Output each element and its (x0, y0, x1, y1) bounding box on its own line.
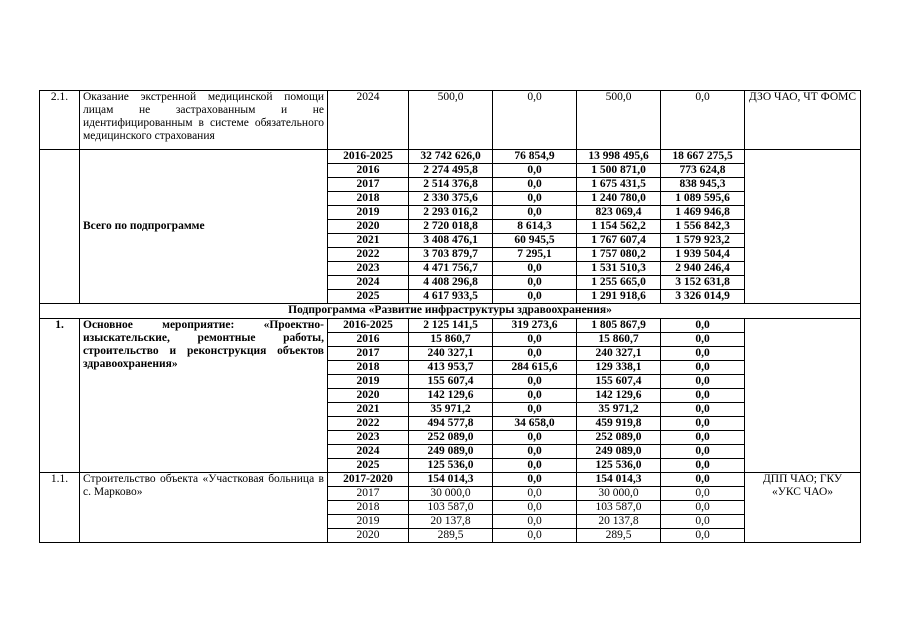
total-cell: 2 274 495,8 (409, 164, 493, 178)
okrug-cell: 1 500 871,0 (577, 164, 661, 178)
federal-cell: 0,0 (493, 178, 577, 192)
other-cell: 0,0 (661, 389, 745, 403)
okrug-cell: 1 255 665,0 (577, 276, 661, 290)
year-cell: 2019 (328, 375, 409, 389)
okrug-cell: 15 860,7 (577, 333, 661, 347)
federal-cell: 0,0 (493, 529, 577, 543)
total-cell: 4 408 296,8 (409, 276, 493, 290)
okrug-cell: 500,0 (577, 91, 661, 150)
activity-name: Строительство объекта «Участковая больница в с. Марково» (80, 473, 328, 543)
total-cell: 3 408 476,1 (409, 234, 493, 248)
okrug-cell: 1 767 607,4 (577, 234, 661, 248)
total-cell: 4 471 756,7 (409, 262, 493, 276)
other-cell: 0,0 (661, 333, 745, 347)
federal-cell: 7 295,1 (493, 248, 577, 262)
federal-cell: 0,0 (493, 445, 577, 459)
other-cell: 3 326 014,9 (661, 290, 745, 304)
okrug-cell: 125 536,0 (577, 459, 661, 473)
other-cell: 0,0 (661, 529, 745, 543)
federal-cell: 0,0 (493, 389, 577, 403)
total-cell: 15 860,7 (409, 333, 493, 347)
other-cell: 0,0 (661, 319, 745, 333)
total-cell: 155 607,4 (409, 375, 493, 389)
year-cell: 2020 (328, 389, 409, 403)
federal-cell: 0,0 (493, 290, 577, 304)
other-cell: 1 089 595,6 (661, 192, 745, 206)
total-cell: 252 089,0 (409, 431, 493, 445)
executor-cell (745, 319, 861, 473)
federal-cell: 76 854,9 (493, 150, 577, 164)
total-cell: 154 014,3 (409, 473, 493, 487)
row-number-empty (40, 150, 80, 304)
year-cell: 2023 (328, 431, 409, 445)
total-cell: 35 971,2 (409, 403, 493, 417)
federal-cell: 0,0 (493, 276, 577, 290)
activity-name: Основное мероприятие: «Проектно-изыскательские, ремонтные работы, строительство и реконструкция объектов здравоохранения» (80, 319, 328, 473)
okrug-cell: 459 919,8 (577, 417, 661, 431)
year-cell: 2019 (328, 515, 409, 529)
okrug-cell: 142 129,6 (577, 389, 661, 403)
federal-cell: 60 945,5 (493, 234, 577, 248)
other-cell: 18 667 275,5 (661, 150, 745, 164)
activity-name: Оказание экстренной медицинской помощи лицам не застрахованным и не идентифицированным в системе обязательного медицинского страхования (80, 91, 328, 150)
total-cell: 103 587,0 (409, 501, 493, 515)
year-cell: 2018 (328, 501, 409, 515)
federal-cell: 0,0 (493, 91, 577, 150)
okrug-cell: 1 675 431,5 (577, 178, 661, 192)
federal-cell: 0,0 (493, 515, 577, 529)
year-cell: 2025 (328, 290, 409, 304)
year-cell: 2017 (328, 347, 409, 361)
okrug-cell: 35 971,2 (577, 403, 661, 417)
year-cell: 2021 (328, 403, 409, 417)
federal-cell: 284 615,6 (493, 361, 577, 375)
year-cell: 2024 (328, 445, 409, 459)
total-cell: 2 125 141,5 (409, 319, 493, 333)
year-cell: 2022 (328, 248, 409, 262)
year-cell: 2023 (328, 262, 409, 276)
okrug-cell: 1 757 080,2 (577, 248, 661, 262)
okrug-cell: 154 014,3 (577, 473, 661, 487)
other-cell: 0,0 (661, 91, 745, 150)
year-cell: 2020 (328, 220, 409, 234)
okrug-cell: 1 154 562,2 (577, 220, 661, 234)
okrug-cell: 103 587,0 (577, 501, 661, 515)
federal-cell: 0,0 (493, 403, 577, 417)
okrug-cell: 13 998 495,6 (577, 150, 661, 164)
okrug-cell: 1 531 510,3 (577, 262, 661, 276)
other-cell: 1 579 923,2 (661, 234, 745, 248)
row-number: 1. (40, 319, 80, 473)
year-cell: 2016-2025 (328, 150, 409, 164)
other-cell: 838 945,3 (661, 178, 745, 192)
okrug-cell: 129 338,1 (577, 361, 661, 375)
total-cell: 240 327,1 (409, 347, 493, 361)
okrug-cell: 155 607,4 (577, 375, 661, 389)
federal-cell: 34 658,0 (493, 417, 577, 431)
year-cell: 2024 (328, 91, 409, 150)
table-row (40, 319, 861, 333)
year-cell: 2019 (328, 206, 409, 220)
other-cell: 0,0 (661, 347, 745, 361)
federal-cell: 0,0 (493, 333, 577, 347)
total-cell: 2 720 018,8 (409, 220, 493, 234)
other-cell: 0,0 (661, 445, 745, 459)
total-cell: 32 742 626,0 (409, 150, 493, 164)
other-cell: 0,0 (661, 515, 745, 529)
federal-cell: 0,0 (493, 347, 577, 361)
federal-cell: 319 273,6 (493, 319, 577, 333)
federal-cell: 0,0 (493, 375, 577, 389)
subprogram-total-label: Всего по подпрограмме (80, 150, 328, 304)
row-2-1 (40, 91, 861, 150)
other-cell: 773 624,8 (661, 164, 745, 178)
other-cell: 3 152 631,8 (661, 276, 745, 290)
year-cell: 2018 (328, 192, 409, 206)
okrug-cell: 1 291 918,6 (577, 290, 661, 304)
total-cell: 3 703 879,7 (409, 248, 493, 262)
okrug-cell: 289,5 (577, 529, 661, 543)
year-cell: 2017-2020 (328, 473, 409, 487)
year-cell: 2016 (328, 164, 409, 178)
total-cell: 289,5 (409, 529, 493, 543)
okrug-cell: 240 327,1 (577, 347, 661, 361)
executor-cell: ДПП ЧАО; ГКУ «УКС ЧАО» (745, 473, 861, 543)
federal-cell: 0,0 (493, 262, 577, 276)
total-cell: 20 137,8 (409, 515, 493, 529)
okrug-cell: 1 240 780,0 (577, 192, 661, 206)
total-cell: 2 293 016,2 (409, 206, 493, 220)
table-row (40, 150, 861, 164)
other-cell: 0,0 (661, 487, 745, 501)
year-cell: 2017 (328, 487, 409, 501)
okrug-cell: 20 137,8 (577, 515, 661, 529)
row-number: 1.1. (40, 473, 80, 543)
okrug-cell: 823 069,4 (577, 206, 661, 220)
other-cell: 0,0 (661, 459, 745, 473)
federal-cell: 8 614,3 (493, 220, 577, 234)
federal-cell: 0,0 (493, 431, 577, 445)
okrug-cell: 252 089,0 (577, 431, 661, 445)
federal-cell: 0,0 (493, 501, 577, 515)
year-cell: 2018 (328, 361, 409, 375)
other-cell: 0,0 (661, 473, 745, 487)
other-cell: 0,0 (661, 501, 745, 515)
okrug-cell: 30 000,0 (577, 487, 661, 501)
year-cell: 2016 (328, 333, 409, 347)
subprogram-header-row (40, 304, 861, 319)
year-cell: 2021 (328, 234, 409, 248)
total-cell: 142 129,6 (409, 389, 493, 403)
other-cell: 0,0 (661, 375, 745, 389)
year-cell: 2017 (328, 178, 409, 192)
row-number: 2.1. (40, 91, 80, 150)
federal-cell: 0,0 (493, 206, 577, 220)
total-cell: 30 000,0 (409, 487, 493, 501)
other-cell: 0,0 (661, 403, 745, 417)
other-cell: 1 939 504,4 (661, 248, 745, 262)
other-cell: 1 469 946,8 (661, 206, 745, 220)
executor-cell (745, 150, 861, 304)
other-cell: 2 940 246,4 (661, 262, 745, 276)
total-cell: 4 617 933,5 (409, 290, 493, 304)
okrug-cell: 249 089,0 (577, 445, 661, 459)
okrug-cell: 1 805 867,9 (577, 319, 661, 333)
total-cell: 125 536,0 (409, 459, 493, 473)
year-cell: 2016-2025 (328, 319, 409, 333)
federal-cell: 0,0 (493, 459, 577, 473)
table-row (40, 473, 861, 487)
year-cell: 2025 (328, 459, 409, 473)
other-cell: 0,0 (661, 417, 745, 431)
subprogram-title: Подпрограмма «Развитие инфраструктуры здравоохранения» (40, 304, 861, 319)
total-cell: 2 514 376,8 (409, 178, 493, 192)
federal-cell: 0,0 (493, 487, 577, 501)
year-cell: 2024 (328, 276, 409, 290)
federal-cell: 0,0 (493, 473, 577, 487)
other-cell: 1 556 842,3 (661, 220, 745, 234)
other-cell: 0,0 (661, 361, 745, 375)
federal-cell: 0,0 (493, 164, 577, 178)
executor-cell: ДЗО ЧАО, ЧТ ФОМС (745, 91, 861, 150)
federal-cell: 0,0 (493, 192, 577, 206)
total-cell: 500,0 (409, 91, 493, 150)
budget-table-page (39, 90, 861, 543)
total-cell: 494 577,8 (409, 417, 493, 431)
budget-table (39, 90, 861, 543)
other-cell: 0,0 (661, 431, 745, 445)
year-cell: 2022 (328, 417, 409, 431)
year-cell: 2020 (328, 529, 409, 543)
total-cell: 249 089,0 (409, 445, 493, 459)
total-cell: 2 330 375,6 (409, 192, 493, 206)
total-cell: 413 953,7 (409, 361, 493, 375)
